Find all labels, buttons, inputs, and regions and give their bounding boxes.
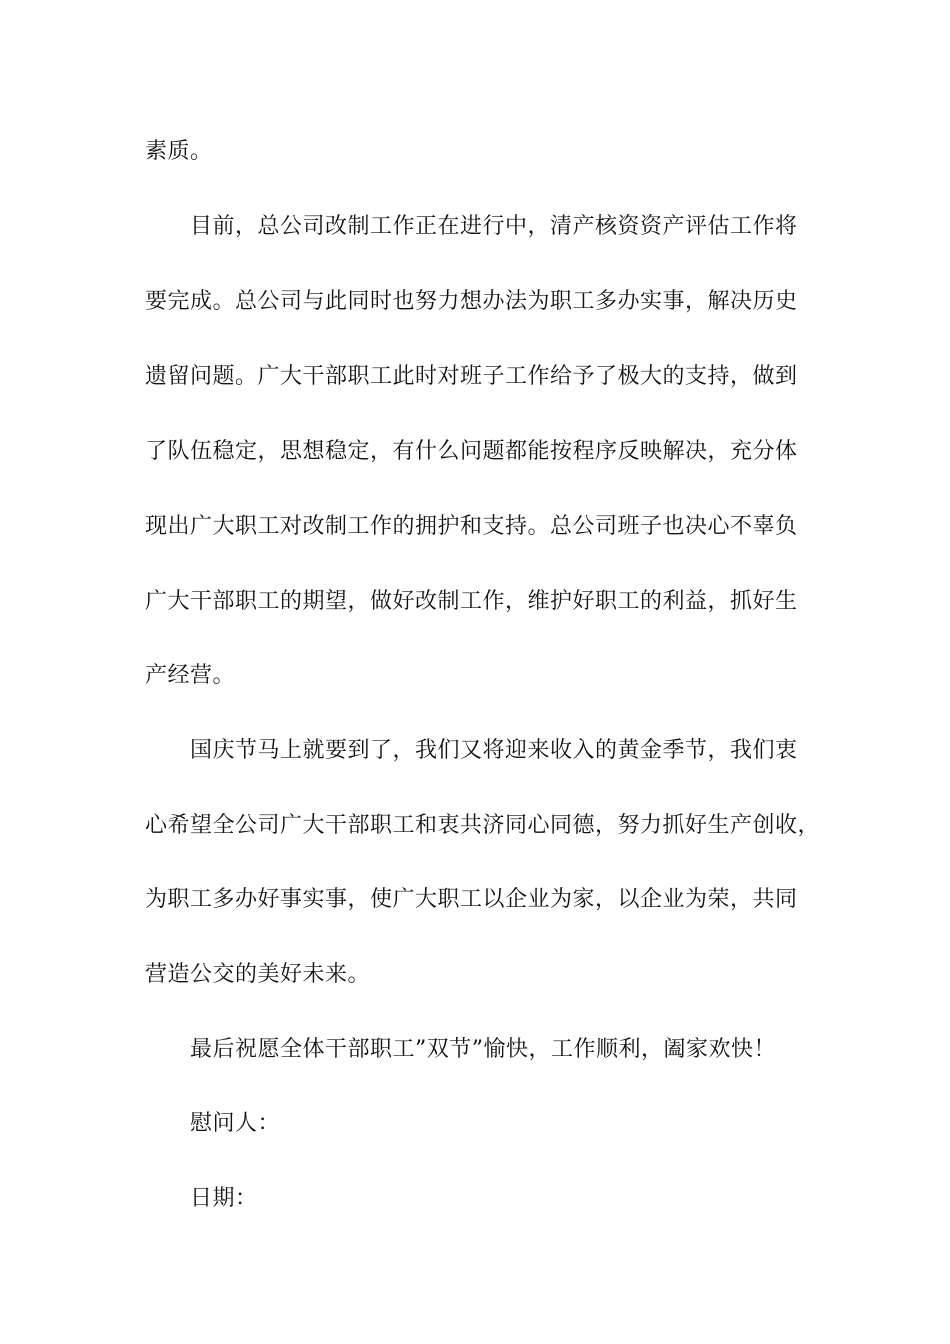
date-label: 日期：: [190, 1186, 258, 1211]
text-line: 国庆节马上就要到了，我们又将迎来收入的黄金季节，我们衷: [190, 738, 798, 763]
text-line: 素质。: [145, 139, 213, 164]
text-line: 心希望全公司广大干部职工和衷共济同心同德，努力抓好生产创收，: [145, 813, 821, 838]
signer-label: 慰问人：: [190, 1111, 281, 1136]
text-line: 最后祝愿全体干部职工”双节”愉快，工作顺利，阖家欢快！: [190, 1037, 776, 1062]
text-line: 广大干部职工的期望，做好改制工作，维护好职工的利益，抓好生: [145, 589, 798, 614]
text-line: 现出广大职工对改制工作的拥护和支持。总公司班子也决心不辜负: [145, 514, 798, 539]
text-line: 要完成。总公司与此同时也努力想办法为职工多办实事，解决历史: [145, 289, 798, 314]
text-line: 营造公交的美好未来。: [145, 962, 371, 987]
text-line: 目前，总公司改制工作正在进行中，清产核资资产评估工作将: [190, 214, 798, 239]
text-line: 为职工多办好事实事，使广大职工以企业为家，以企业为荣，共同: [145, 887, 798, 912]
text-line: 遗留问题。广大干部职工此时对班子工作给予了极大的支持，做到: [145, 364, 798, 389]
text-line: 产经营。: [145, 663, 236, 688]
text-line: 了队伍稳定，思想稳定，有什么问题都能按程序反映解决，充分体: [145, 439, 798, 464]
